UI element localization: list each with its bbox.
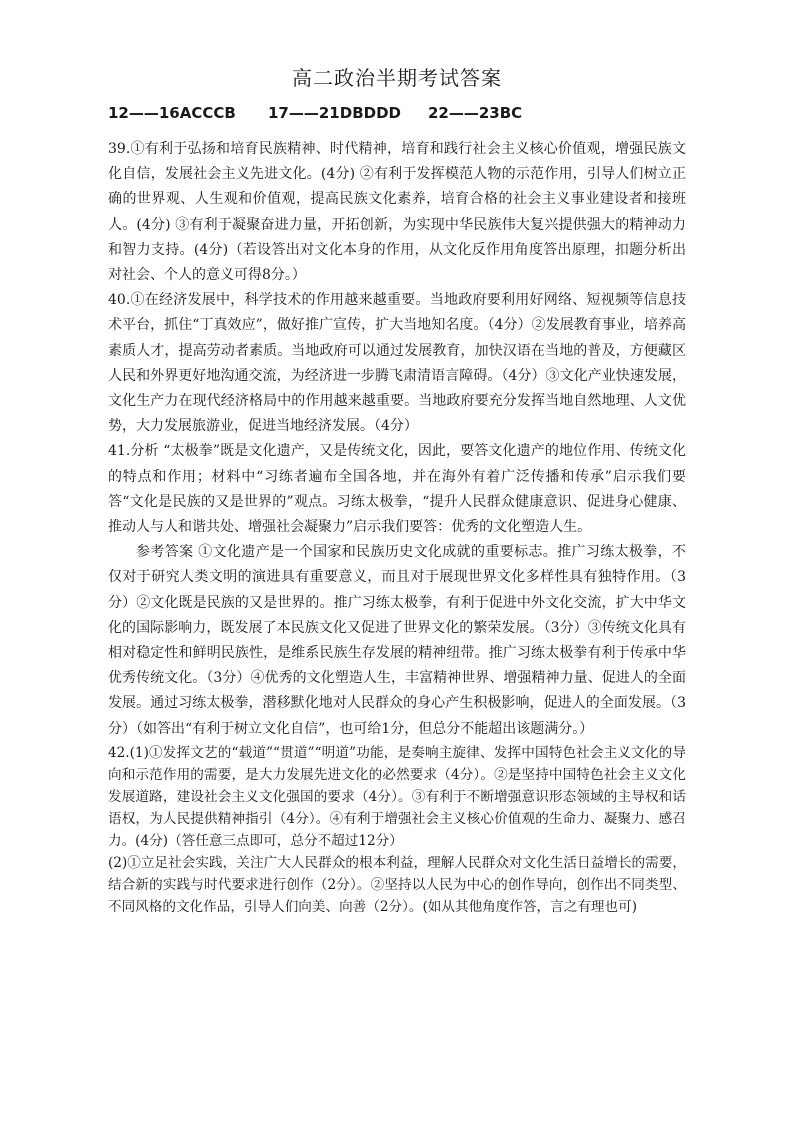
multiple-choice-answers <box>108 104 708 122</box>
question-39-answer: 39.①有利于弘扬和培育民族精神、时代精神，培育和践行社会主义核心价值观，增强民族文化自信，发展社会主义先进文化。(4分) ②有利于发挥模范人物的示范作用，引导人们树立正确的世界观、人生观和价值观，提高民族文化素养，培育合格的社会主义事业建设者和接班人。(4分) ③有利于凝聚奋进力量，开拓创新，为实现中华民族伟大复兴提供强大的精神动力和智力支持。(4分)（若设答出对文化本身的作用，从文化反作用角度答出原理，扣题分析出对社会、个人的意义可得8分。） <box>108 141 686 284</box>
mc-answer-group: 17——21DBDDD <box>268 104 401 122</box>
question-42-part-1-answer: 42.(1)①发挥文艺的“载道”“贯道”“明道”功能，是奏响主旋律、发挥中国特色社会主义文化的导向和示范作用的需要，是大力发展先进文化的必然要求（4分）。②是坚持中国特色社会主义文化发展道路，建设社会主义文化强国的要求（4分）。③有利于不断增强意识形态领域的主导权和话语权，为人民提供精神指引（4分）。④有利于增强社会主义核心价值观的生命力、凝聚力、感召力。(4分)（答任意三点即可，总分不超过12分） <box>108 744 686 849</box>
question-41-reference-answer: 参考答案 ①文化遗产是一个国家和民族历史文化成就的重要标志。推广习练太极拳，不仅对于研究人类文明的演进具有重要意义，而且对于展现世界文化多样性具有独特作用。（3分）②文化既是民族的又是世界的。推广习练太极拳，有利于促进中外文化交流，扩大中华文化的国际影响力，既发展了本民族文化又促进了世界文化的繁荣发展。（3分）③传统文化具有相对稳定性和鲜明民族性，是维系民族生存发展的精神纽带。推广习练太极拳有利于传承中华优秀传统文化。（3分）④优秀的文化塑造人生，丰富精神世界、增强精神力量、促进人的全面发展。通过习练太极拳，潜移默化地对人民群众的身心产生积极影响，促进人的全面发展。（3分）（如答出“有利于树立文化自信”，也可给1分，但总分不能超出该题满分。） <box>108 544 686 737</box>
page-title: 高二政治半期考试答案 <box>292 66 502 90</box>
answer-body <box>108 137 686 918</box>
question-42-part-2-answer: (2)①立足社会实践，关注广大人民群众的根本利益，理解人民群众对文化生活日益增长的需要，结合新的实践与时代要求进行创作（2分）。②坚持以人民为中心的创作导向，创作出不同类型、不同风格的文化作品，引导人们向美、向善（2分）。(如从其他角度作答，言之有理也可) <box>108 854 686 915</box>
mc-answer-group: 12——16ACCCB <box>108 104 236 122</box>
question-41-analysis: 41.分析 “太极拳”既是文化遗产，又是传统文化，因此，要答文化遗产的地位作用、传统文化的特点和作用；材料中“习练者遍布全国各地，并在海外有着广泛传播和传承”启示我们要答“文化是民族的又是世界的”观点。习练太极拳，“提升人民群众健康意识、促进身心健康、推动人与人和谐共处、增强社会凝聚力”启示我们要答：优秀的文化塑造人生。 <box>108 443 686 536</box>
mc-answer-group: 22——23BC <box>428 104 523 122</box>
question-40-answer: 40.①在经济发展中，科学技术的作用越来越重要。当地政府要利用好网络、短视频等信息技术平台，抓住“丁真效应”，做好推广宣传，扩大当地知名度。（4分）②发展教育事业，培养高素质人才，提高劳动者素质。当地政府可以通过发展教育，加快汉语在当地的普及，方便藏区人民和外界更好地沟通交流，为经济进一步腾飞肃清语言障碍。（4分）③文化产业快速发展，文化生产力在现代经济格局中的作用越来越重要。当地政府要充分发挥当地自然地理、人文优势，大力发展旅游业，促进当地经济发展。（4分） <box>108 292 686 435</box>
